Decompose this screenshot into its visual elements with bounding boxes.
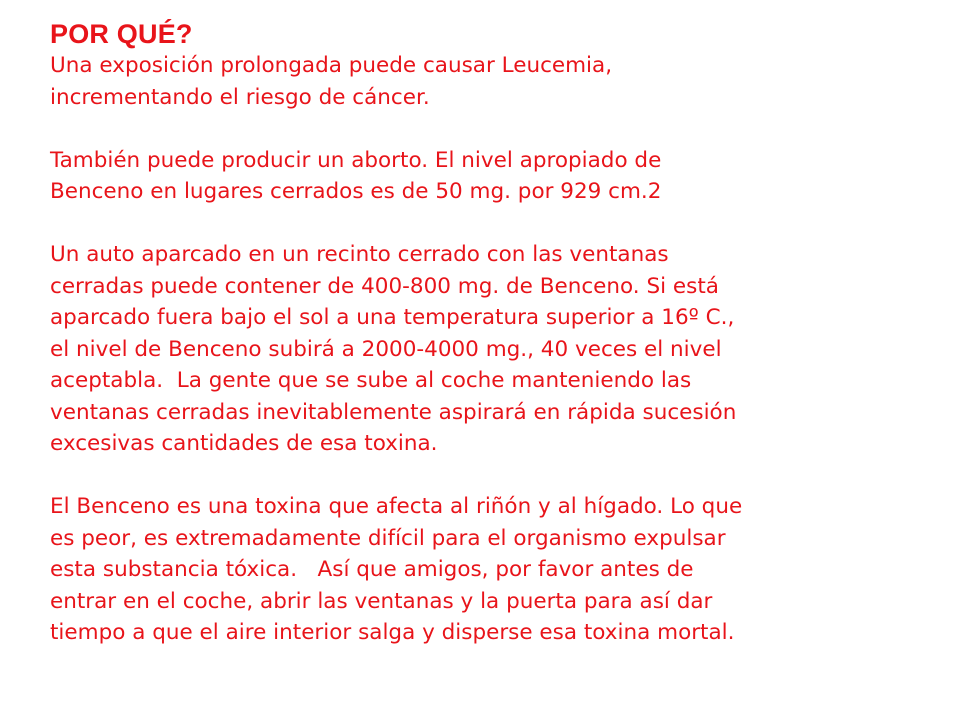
- paragraph-spacer: [50, 208, 920, 240]
- text-line: incrementando el riesgo de cáncer.: [50, 84, 430, 110]
- paragraph-parked-car: [50, 239, 920, 460]
- text-line: También puede producir un aborto. El nivel apropiado de: [50, 147, 662, 173]
- text-line: tiempo a que el aire interior salga y disperse esa toxina mortal.: [50, 620, 735, 645]
- text-line: el nivel de Benceno subirá a 2000-4000 mg., 40 veces el nivel: [50, 336, 722, 362]
- text-line: es peor, es extremadamente difícil para el organismo expulsar: [50, 525, 726, 551]
- text-line: aparcado fuera bajo el sol a una temperatura superior a 16º C.,: [50, 305, 735, 330]
- page-title: POR QUÉ?: [50, 19, 193, 49]
- text-line: aceptabla. La gente que se sube al coche manteniendo las: [50, 368, 692, 393]
- text-line: entrar en el coche, abrir las ventanas y la puerta para así dar: [50, 588, 713, 614]
- paragraph-spacer: [50, 113, 920, 145]
- paragraph-spacer: [50, 460, 920, 492]
- text-line: Benceno en lugares cerrados es de 50 mg. por 929 cm.2: [50, 179, 662, 204]
- text-line: Una exposición prolongada puede causar Leucemia,: [50, 53, 613, 78]
- text-line: El Benceno es una toxina que afecta al riñón y al hígado. Lo que: [50, 494, 743, 519]
- text-line: ventanas cerradas inevitablemente aspirará en rápida sucesión: [50, 399, 737, 425]
- paragraph-exposure: [50, 50, 920, 113]
- text-line: Un auto aparcado en un recinto cerrado con las ventanas: [50, 242, 669, 267]
- paragraph-abortion-level: [50, 145, 920, 208]
- text-line: cerradas puede contener de 400-800 mg. de Benceno. Si está: [50, 273, 719, 299]
- text-line: esta substancia tóxica. Así que amigos, por favor antes de: [50, 557, 694, 582]
- text-line: excesivas cantidades de esa toxina.: [50, 431, 438, 456]
- paragraph-benzene-toxin: [50, 491, 920, 649]
